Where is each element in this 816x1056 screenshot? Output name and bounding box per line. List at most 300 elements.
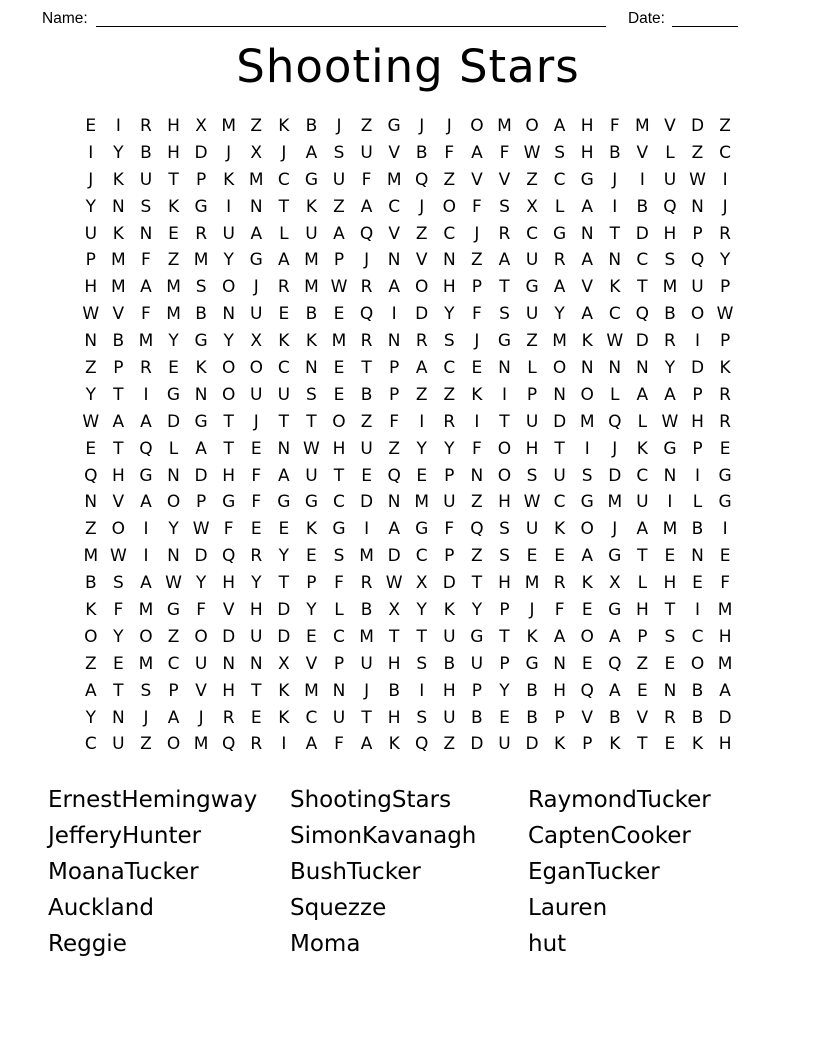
grid-letter: P [692, 223, 703, 244]
grid-letter: B [526, 707, 538, 728]
grid-row [77, 221, 739, 248]
grid-letter: F [141, 250, 151, 271]
grid-letter: C [526, 223, 538, 244]
grid-letter: G [139, 465, 153, 486]
grid-letter: D [525, 734, 539, 755]
grid-letter: N [691, 196, 704, 217]
grid-letter: M [414, 492, 430, 513]
grid-letter: K [278, 707, 290, 728]
grid-letter: K [305, 519, 317, 540]
grid-letter: C [305, 707, 318, 728]
grid-letter: I [639, 169, 645, 190]
grid-letter: T [416, 626, 427, 647]
grid-letter: Y [85, 707, 96, 728]
grid-letter: Q [387, 465, 401, 486]
grid-letter: G [166, 384, 181, 405]
grid-letter: Z [691, 142, 704, 163]
grid-letter: K [554, 734, 566, 755]
word-list-item: Lauren [528, 895, 608, 922]
grid-letter: T [499, 277, 510, 298]
grid-letter: N [222, 653, 236, 674]
grid-letter: A [581, 250, 594, 271]
grid-letter: P [306, 573, 317, 594]
grid-letter: H [553, 680, 567, 701]
grid-letter: G [553, 223, 567, 244]
grid-letter: V [112, 492, 125, 513]
grid-letter: I [143, 519, 149, 540]
grid-letter: T [113, 384, 124, 405]
grid-letter: P [637, 626, 648, 647]
grid-letter: P [389, 384, 400, 405]
grid-letter: G [194, 196, 208, 217]
grid-letter: S [195, 277, 207, 298]
grid-letter: B [636, 196, 649, 217]
grid-letter: Y [251, 573, 262, 594]
grid-letter: E [361, 465, 372, 486]
grid-letter: N [167, 546, 180, 567]
grid-letter: F [251, 492, 262, 513]
grid-letter: R [719, 384, 731, 405]
grid-letter: D [194, 142, 208, 163]
grid-letter: W [689, 169, 706, 190]
grid-letter: M [635, 116, 650, 136]
grid-letter: M [304, 250, 319, 271]
grid-letter: C [636, 250, 649, 271]
grid-letter: V [388, 223, 400, 244]
grid-letter: A [636, 519, 649, 540]
grid-letter: T [388, 626, 400, 647]
grid-letter: A [581, 546, 594, 567]
grid-letter: L [554, 196, 565, 217]
grid-letter: R [277, 277, 290, 298]
grid-letter: T [333, 465, 345, 486]
grid-letter: M [111, 250, 126, 271]
grid-letter: G [304, 492, 318, 513]
grid-letter: W [330, 277, 348, 298]
grid-letter: Q [415, 734, 429, 755]
grid-letter: F [389, 411, 400, 432]
grid-letter: A [553, 626, 566, 647]
grid-letter: C [443, 358, 456, 379]
grid-letter: V [471, 169, 483, 190]
grid-letter: D [635, 331, 649, 352]
grid-row [77, 624, 739, 651]
grid-letter: G [332, 519, 346, 540]
grid-letter: B [526, 680, 538, 701]
grid-letter: J [364, 680, 370, 701]
grid-letter: Z [415, 384, 428, 405]
grid-letter: O [580, 626, 594, 647]
grid-letter: T [637, 277, 648, 298]
grid-letter: V [636, 142, 649, 163]
grid-letter: M [497, 116, 512, 136]
grid-letter: Z [84, 358, 97, 379]
grid-letter: A [664, 384, 676, 405]
grid-letter: H [387, 707, 401, 728]
grid-letter: L [637, 411, 648, 432]
grid-letter: Y [719, 250, 731, 271]
grid-letter: C [636, 465, 649, 486]
grid-letter: P [195, 169, 207, 190]
grid-letter: C [553, 492, 566, 513]
grid-letter: I [695, 331, 701, 352]
grid-letter: M [386, 169, 402, 190]
grid-letter: L [168, 438, 179, 459]
name-blank-line [96, 11, 606, 27]
grid-letter: V [636, 707, 649, 728]
grid-letter: S [499, 304, 510, 325]
grid-letter: Z [719, 116, 731, 136]
grid-letter: D [635, 223, 649, 244]
grid-letter: I [722, 519, 728, 540]
grid-row [77, 570, 739, 597]
grid-letter: Y [223, 250, 234, 271]
grid-letter: C [388, 196, 401, 217]
grid-letter: D [194, 546, 208, 567]
grid-letter: T [609, 223, 620, 244]
grid-letter: Z [471, 546, 483, 567]
grid-letter: E [471, 358, 483, 379]
grid-letter: N [277, 438, 291, 459]
grid-letter: G [277, 492, 291, 513]
grid-letter: Y [113, 626, 124, 647]
grid-letter: B [140, 142, 152, 163]
grid-letter: H [442, 277, 456, 298]
grid-letter: U [443, 626, 456, 647]
grid-letter: F [141, 304, 151, 325]
grid-letter: U [360, 142, 373, 163]
grid-letter: P [444, 546, 455, 567]
grid-letter: N [112, 707, 125, 728]
grid-letter: E [719, 546, 731, 567]
grid-letter: K [167, 196, 180, 217]
grid-letter: V [581, 277, 594, 298]
grid-letter: S [443, 331, 455, 352]
grid-letter: C [608, 304, 621, 325]
grid-letter: E [278, 519, 290, 540]
grid-letter: Z [84, 653, 97, 674]
word-list-item: ErnestHemingway [48, 787, 258, 814]
grid-row [77, 355, 739, 382]
grid-letter: T [499, 411, 510, 432]
grid-letter: O [111, 519, 126, 540]
grid-letter: C [84, 734, 97, 755]
grid-letter: D [608, 465, 622, 486]
grid-letter: A [360, 196, 373, 217]
grid-letter: M [166, 277, 181, 298]
grid-letter: E [168, 223, 179, 244]
grid-letter: Y [416, 600, 427, 621]
grid-letter: Z [84, 519, 97, 540]
grid-letter: E [581, 600, 593, 621]
grid-letter: R [195, 223, 207, 244]
grid-letter: I [584, 438, 590, 459]
grid-letter: R [664, 707, 676, 728]
grid-letter: R [360, 573, 373, 594]
grid-letter: T [361, 358, 372, 379]
grid-letter: H [691, 411, 704, 432]
grid-letter: E [664, 546, 676, 567]
grid-letter: R [140, 116, 152, 136]
word-list-item: BushTucker [290, 859, 421, 886]
grid-letter: X [608, 573, 621, 594]
grid-letter: B [443, 653, 456, 674]
grid-letter: W [109, 546, 127, 567]
grid-letter: A [608, 626, 621, 647]
grid-letter: K [554, 519, 566, 540]
grid-letter: O [221, 358, 236, 379]
grid-letter: I [667, 492, 673, 513]
grid-letter: S [526, 465, 538, 486]
grid-letter: O [221, 384, 236, 405]
grid-letter: Y [168, 331, 179, 352]
word-list [0, 782, 816, 962]
word-list-item: ShootingStars [290, 787, 452, 814]
grid-letter: N [387, 492, 401, 513]
grid-letter: A [305, 734, 318, 755]
grid-letter: O [497, 465, 512, 486]
grid-letter: B [664, 304, 676, 325]
grid-letter: R [415, 331, 428, 352]
grid-letter: U [498, 734, 511, 755]
grid-letter: A [278, 465, 290, 486]
grid-letter: B [608, 707, 621, 728]
grid-letter: V [222, 600, 235, 621]
grid-letter: R [250, 734, 263, 755]
grid-letter: L [334, 600, 344, 621]
grid-letter: U [332, 707, 346, 728]
grid-letter: D [690, 358, 705, 379]
grid-letter: C [167, 653, 180, 674]
grid-letter: D [166, 411, 181, 432]
grid-letter: Y [471, 600, 483, 621]
grid-letter: M [359, 626, 374, 647]
grid-row [77, 247, 739, 274]
grid-letter: R [222, 707, 235, 728]
grid-row [77, 113, 739, 140]
grid-letter: U [332, 169, 346, 190]
grid-letter: Q [608, 653, 622, 674]
grid-row [77, 543, 739, 570]
word-list-item: Auckland [48, 895, 154, 922]
grid-letter: M [193, 734, 209, 755]
grid-letter: N [222, 304, 236, 325]
grid-letter: V [388, 142, 400, 163]
grid-letter: V [195, 680, 207, 701]
grid-letter: V [498, 169, 511, 190]
grid-letter: N [580, 223, 594, 244]
grid-letter: O [525, 116, 539, 136]
word-list-column [528, 782, 711, 962]
date-blank-line [672, 11, 738, 27]
grid-letter: S [140, 680, 152, 701]
grid-letter: P [692, 384, 703, 405]
grid-letter: C [277, 358, 290, 379]
grid-letter: G [525, 653, 539, 674]
grid-letter: P [113, 358, 124, 379]
grid-letter: K [609, 277, 621, 298]
grid-letter: H [663, 223, 677, 244]
grid-letter: O [84, 626, 98, 647]
grid-letter: P [333, 653, 345, 674]
grid-letter: R [553, 573, 566, 594]
grid-letter: X [250, 331, 263, 352]
grid-letter: M [552, 331, 567, 352]
grid-letter: I [419, 411, 425, 432]
grid-letter: P [471, 680, 483, 701]
grid-letter: I [722, 169, 728, 190]
grid-letter: Z [636, 653, 649, 674]
grid-letter: H [222, 465, 236, 486]
word-list-column [48, 782, 290, 962]
grid-letter: K [609, 734, 621, 755]
grid-letter: C [415, 546, 428, 567]
grid-row [77, 194, 739, 221]
grid-letter: V [112, 304, 125, 325]
grid-letter: A [581, 304, 594, 325]
grid-letter: B [415, 142, 428, 163]
grid-letter: J [336, 116, 342, 136]
grid-letter: V [581, 707, 594, 728]
grid-letter: N [580, 358, 594, 379]
grid-letter: U [194, 653, 208, 674]
grid-letter: R [719, 411, 731, 432]
grid-letter: N [249, 653, 263, 674]
grid-letter: Y [113, 142, 124, 163]
grid-letter: A [333, 223, 345, 244]
grid-letter: A [140, 411, 152, 432]
grid-letter: D [222, 626, 236, 647]
grid-row [77, 274, 739, 301]
grid-letter: D [360, 492, 374, 513]
grid-letter: X [388, 600, 400, 621]
grid-letter: N [608, 250, 622, 271]
grid-letter: G [580, 492, 594, 513]
grid-letter: E [333, 304, 345, 325]
grid-letter: T [306, 411, 317, 432]
grid-letter: R [360, 277, 373, 298]
grid-letter: J [474, 331, 480, 352]
grid-letter: N [387, 250, 401, 271]
grid-letter: K [526, 626, 538, 647]
grid-letter: J [143, 707, 149, 728]
grid-letter: G [608, 546, 622, 567]
grid-letter: D [277, 600, 291, 621]
grid-letter: F [334, 734, 344, 755]
grid-letter: S [499, 196, 510, 217]
grid-letter: U [443, 492, 456, 513]
grid-letter: K [278, 116, 290, 136]
grid-letter: E [333, 384, 345, 405]
grid-letter: W [661, 411, 679, 432]
grid-letter: T [278, 196, 290, 217]
grid-letter: M [304, 680, 319, 701]
grid-letter: I [474, 411, 480, 432]
grid-letter: U [553, 465, 566, 486]
grid-letter: I [419, 680, 425, 701]
grid-letter: P [719, 331, 731, 352]
grid-letter: C [333, 626, 345, 647]
grid-letter: W [385, 573, 403, 594]
grid-letter: V [305, 653, 318, 674]
grid-row [77, 140, 739, 167]
grid-letter: N [691, 546, 704, 567]
grid-letter: I [695, 600, 701, 621]
grid-letter: I [143, 546, 149, 567]
grid-letter: S [664, 626, 676, 647]
grid-letter: H [442, 680, 456, 701]
grid-letter: N [608, 358, 622, 379]
grid-letter: O [166, 734, 181, 755]
grid-letter: P [526, 384, 538, 405]
grid-row [77, 597, 739, 624]
grid-letter: V [415, 250, 428, 271]
grid-letter: K [278, 331, 290, 352]
grid-letter: O [166, 492, 181, 513]
grid-letter: D [415, 304, 429, 325]
date-label: Date: [627, 10, 665, 27]
grid-letter: M [248, 169, 264, 190]
grid-letter: G [387, 116, 401, 136]
grid-letter: K [443, 600, 455, 621]
grid-letter: Q [580, 680, 594, 701]
grid-letter: K [691, 734, 704, 755]
grid-letter: B [388, 680, 400, 701]
grid-letter: B [608, 142, 621, 163]
grid-letter: H [525, 438, 539, 459]
grid-letter: W [523, 492, 541, 513]
grid-letter: S [416, 707, 428, 728]
grid-letter: N [498, 358, 511, 379]
grid-letter: F [444, 519, 455, 540]
grid-letter: E [526, 546, 538, 567]
grid-letter: K [719, 358, 731, 379]
grid-letter: F [554, 600, 565, 621]
grid-letter: H [84, 277, 98, 298]
grid-letter: G [194, 411, 208, 432]
grid-letter: M [221, 116, 237, 136]
grid-letter: G [718, 465, 732, 486]
grid-letter: Z [443, 384, 456, 405]
grid-row [77, 463, 739, 490]
grid-letter: N [139, 223, 153, 244]
grid-row [77, 651, 739, 678]
grid-letter: A [195, 438, 207, 459]
grid-letter: Q [84, 465, 98, 486]
grid-letter: F [223, 519, 234, 540]
grid-letter: G [304, 169, 318, 190]
grid-letter: R [719, 223, 731, 244]
word-list-item: RaymondTucker [528, 787, 711, 814]
grid-letter: G [249, 250, 263, 271]
word-list-item: MoanaTucker [48, 859, 199, 886]
grid-letter: O [332, 411, 346, 432]
grid-letter: A [553, 116, 566, 136]
grid-letter: N [167, 465, 180, 486]
grid-letter: I [391, 304, 397, 325]
grid-letter: U [360, 438, 373, 459]
grid-letter: H [249, 600, 263, 621]
grid-letter: O [690, 653, 705, 674]
grid-letter: N [553, 653, 566, 674]
grid-letter: U [277, 384, 291, 405]
grid-letter: E [306, 626, 317, 647]
name-label: Name: [42, 10, 88, 27]
grid-letter: Z [471, 250, 483, 271]
grid-letter: T [168, 169, 179, 190]
grid-letter: Y [499, 680, 510, 701]
grid-letter: J [88, 169, 94, 190]
